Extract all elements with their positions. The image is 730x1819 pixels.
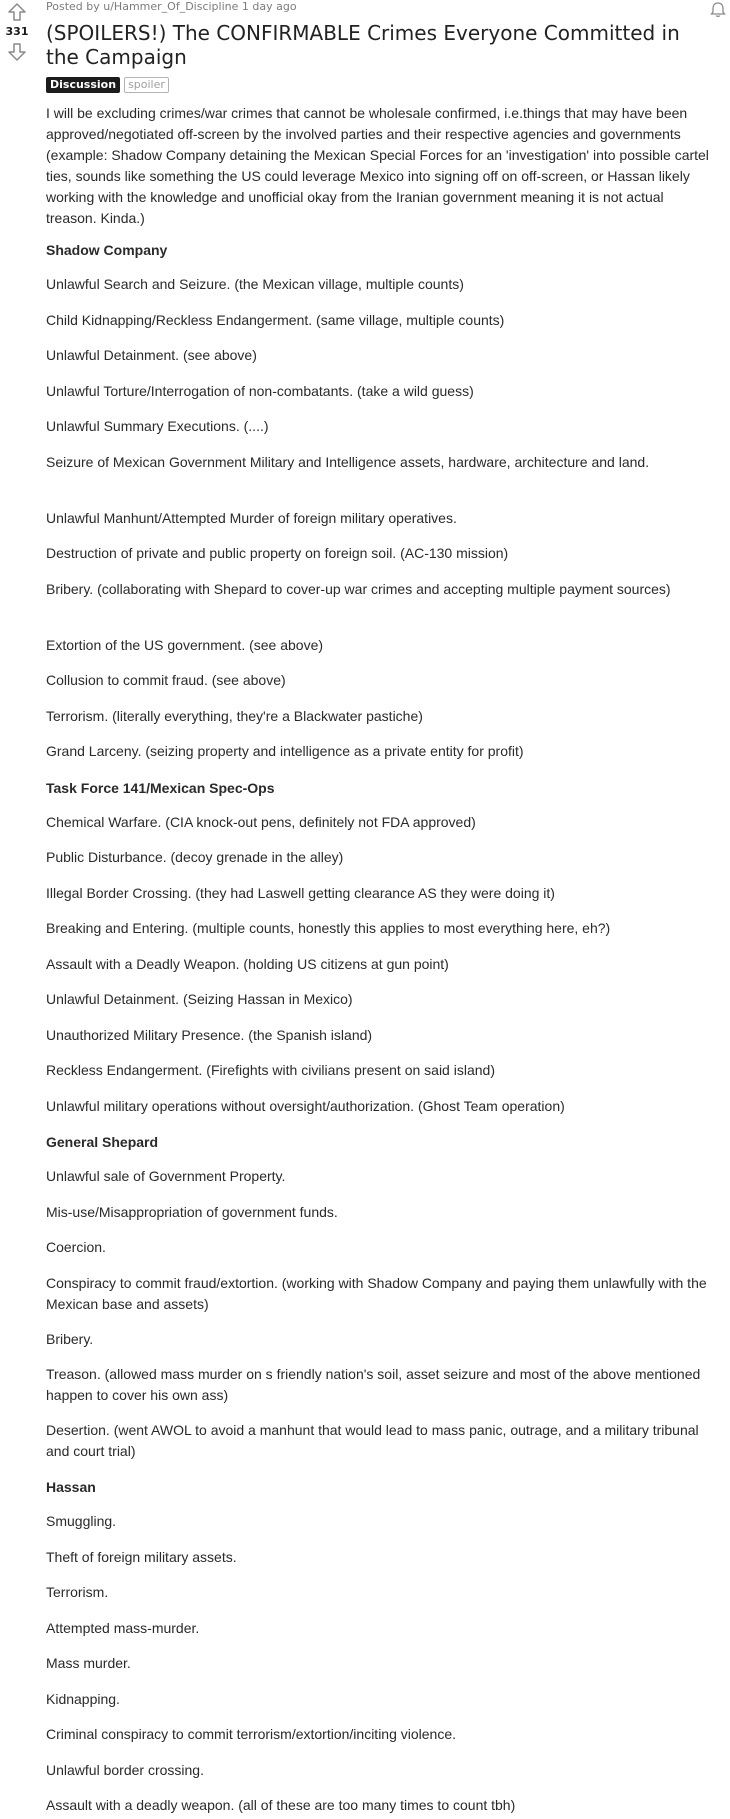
crime-item: Unlawful Detainment. (see above) xyxy=(46,347,257,363)
intro-paragraph: I will be excluding crimes/war crimes that cannot be wholesale confirmed, i.e.things that may have been approved/negotiated off-screen by the involved parties and their respective agencies and governments (example: Shadow Company detaining the Mexican Special Forces for an 'investigation' into possible cartel ties, sounds like something the US could leverage Mexico into signing off on off-screen, or Hassan likely working with the knowledge and unofficial okay from the Iranian government meaning it is not actual treason. Kinda.) xyxy=(46,105,709,226)
upvote-button[interactable] xyxy=(5,0,29,24)
crime-item: Unlawful sale of Government Property. xyxy=(46,1168,286,1184)
crime-item: Destruction of private and public property on foreign soil. (AC-130 mission) xyxy=(46,545,509,561)
crime-item: Seizure of Mexican Government Military and Intelligence assets, hardware, architecture and land. xyxy=(46,453,650,470)
section-heading: Task Force 141/Mexican Spec-Ops xyxy=(46,779,275,796)
arrow-up-icon xyxy=(7,2,27,22)
crime-item: Illegal Border Crossing. (they had Laswell getting clearance AS they were doing it) xyxy=(46,884,555,901)
crime-sections xyxy=(46,239,710,1819)
section-heading: General Shepard xyxy=(46,1134,159,1150)
downvote-button[interactable] xyxy=(5,40,29,64)
section-heading: Shadow Company xyxy=(46,242,168,258)
crime-item: Mass murder. xyxy=(46,1655,131,1671)
crime-item: Treason. (allowed mass murder on s friendly nation's soil, asset seizure and most of the above mentioned happen to cover his own ass) xyxy=(46,1366,701,1403)
crime-item: Unauthorized Military Presence. (the Spanish island) xyxy=(46,1026,373,1043)
crime-item: Assault with a Deadly Weapon. (holding US citizens at gun point) xyxy=(46,955,449,972)
vote-score: 331 xyxy=(5,25,29,38)
crime-item: Terrorism. xyxy=(46,1584,109,1600)
post-title[interactable]: (SPOILERS!) The CONFIRMABLE Crimes Everyone Committed in the Campaign xyxy=(46,21,680,69)
crime-item: Desertion. (went AWOL to avoid a manhunt that would lead to mass panic, outrage, and a military tribunal and court trial) xyxy=(46,1422,699,1459)
bell-icon xyxy=(708,0,728,20)
crime-item: Unlawful border crossing. xyxy=(46,1761,204,1778)
crime-item: Bribery. xyxy=(46,1330,94,1347)
crime-item: Conspiracy to commit fraud/extortion. (working with Shadow Company and paying them unlawfully with the Mexican base and assets) xyxy=(46,1274,707,1312)
crime-item: Terrorism. (literally everything, they're a Blackwater pastiche) xyxy=(46,707,423,724)
post-content xyxy=(46,0,710,1819)
crime-item: Smuggling. xyxy=(46,1513,117,1529)
crime-item: Collusion to commit fraud. (see above) xyxy=(46,672,286,688)
crime-item: Coercion. xyxy=(46,1239,106,1255)
crime-item: Reckless Endangerment. (Firefights with civilians present on said island) xyxy=(46,1062,495,1078)
crime-item: Theft of foreign military assets. xyxy=(46,1548,237,1565)
crime-item: Criminal conspiracy to commit terrorism/extortion/inciting violence. xyxy=(46,1726,457,1742)
crime-item: Child Kidnapping/Reckless Endangerment. (same village, multiple counts) xyxy=(46,311,505,328)
crime-item: Mis-use/Misappropriation of government funds. xyxy=(46,1203,338,1220)
section-heading: Hassan xyxy=(46,1479,96,1495)
arrow-down-icon xyxy=(7,42,27,62)
vote-column xyxy=(0,0,34,64)
crime-item: Unlawful Summary Executions. (....) xyxy=(46,418,269,434)
flair-discussion[interactable]: Discussion xyxy=(46,77,120,93)
crime-item: Bribery. (collaborating with Shepard to cover-up war crimes and accepting multiple payment sources) xyxy=(46,580,671,597)
notification-button[interactable] xyxy=(708,0,728,20)
crime-item: Unlawful Detainment. (Seizing Hassan in Mexico) xyxy=(46,991,353,1007)
crime-item: Kidnapping. xyxy=(46,1690,120,1707)
flair-spoiler: spoiler xyxy=(124,77,169,93)
post-body xyxy=(46,103,710,1819)
crime-item: Unlawful Torture/Interrogation of non-combatants. (take a wild guess) xyxy=(46,382,474,399)
crime-item: Grand Larceny. (seizing property and intelligence as a private entity for profit) xyxy=(46,743,524,759)
crime-item: Unlawful Search and Seizure. (the Mexican village, multiple counts) xyxy=(46,276,464,292)
crime-item: Unlawful military operations without oversight/authorization. (Ghost Team operation) xyxy=(46,1097,565,1114)
crime-item: Public Disturbance. (decoy grenade in the alley) xyxy=(46,849,344,865)
crime-item: Assault with a deadly weapon. (all of these are too many times to count tbh) xyxy=(46,1797,516,1813)
crime-item: Chemical Warfare. (CIA knock-out pens, definitely not FDA approved) xyxy=(46,813,476,830)
crime-item: Unlawful Manhunt/Attempted Murder of foreign military operatives. xyxy=(46,509,457,526)
post-meta: Posted by u/Hammer_Of_Discipline 1 day ago xyxy=(46,0,297,13)
crime-item: Breaking and Entering. (multiple counts, honestly this applies to most everything here, eh?) xyxy=(46,920,611,936)
crime-item: Attempted mass-murder. xyxy=(46,1619,200,1636)
flair-row xyxy=(46,77,710,93)
crime-item: Extortion of the US government. (see above) xyxy=(46,636,324,653)
